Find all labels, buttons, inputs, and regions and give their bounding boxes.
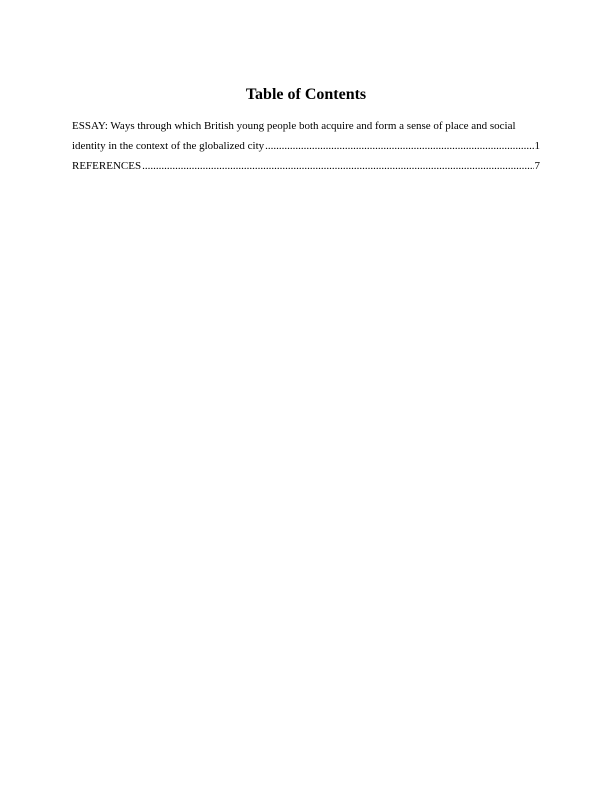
toc-page-number: 7 (534, 160, 540, 172)
toc-entry-text: REFERENCES (72, 160, 142, 172)
toc-entry-text: ESSAY: Ways through which British young people both acquire and form a sense of place and social (72, 120, 516, 132)
dot-leader (142, 156, 533, 176)
toc-entry-references[interactable] (72, 156, 540, 176)
table-of-contents (72, 116, 540, 176)
dot-leader (265, 136, 533, 156)
toc-entry-text: identity in the context of the globalized city (72, 140, 265, 152)
toc-entry-essay-line-1[interactable] (72, 116, 540, 136)
toc-page-number: 1 (534, 140, 540, 152)
toc-title: Table of Contents (245, 86, 367, 103)
toc-entry-essay-line-2[interactable] (72, 136, 540, 156)
